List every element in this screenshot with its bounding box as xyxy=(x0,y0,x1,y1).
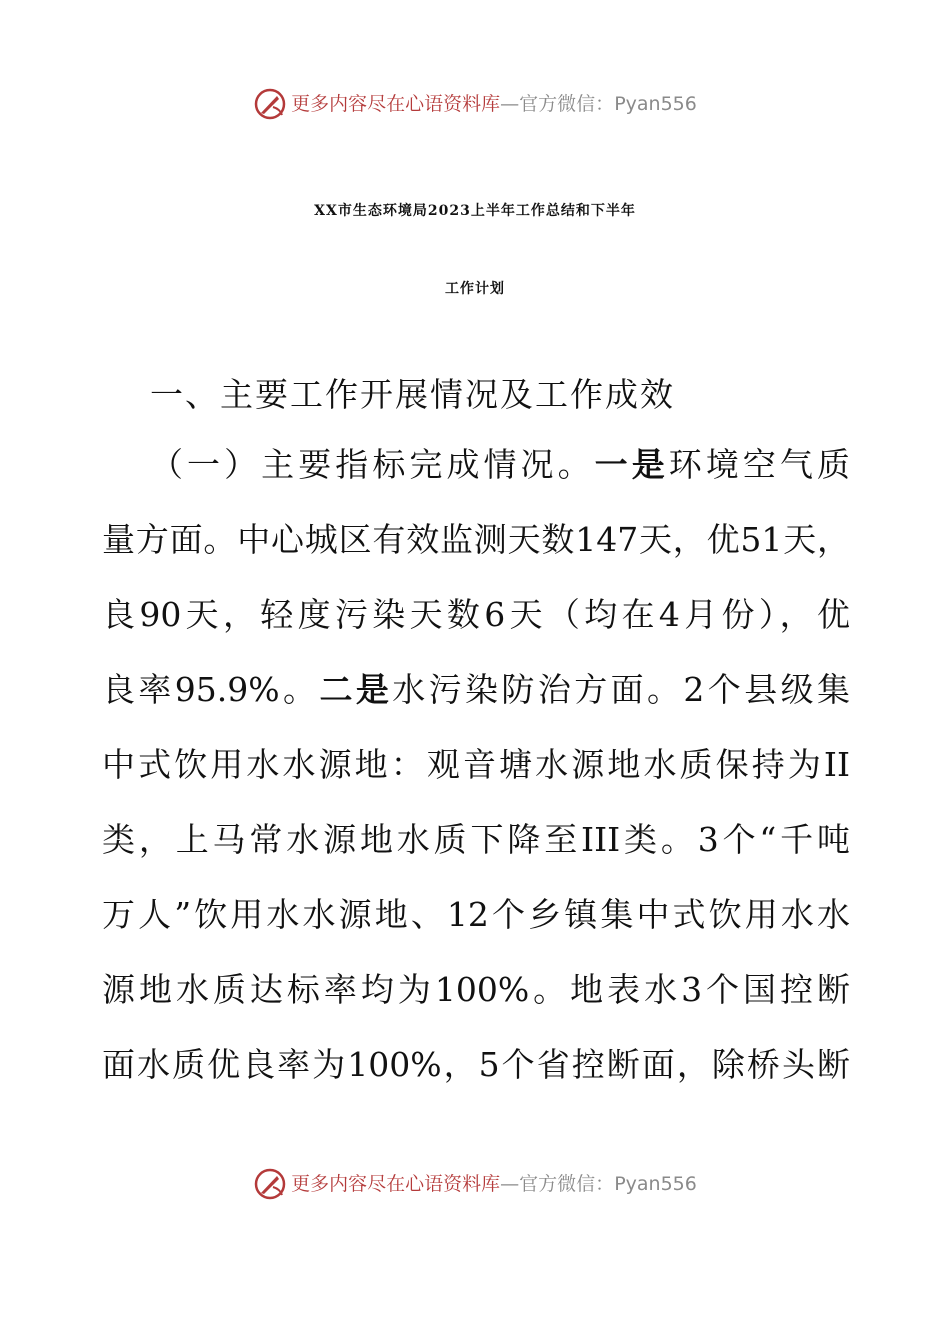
body-line: 面水质优良率为100%，5个省控断面，除桥头断 xyxy=(102,1045,850,1084)
quill-pen-logo-icon xyxy=(253,1167,287,1201)
watermark-banner-top xyxy=(0,84,950,124)
watermark-text: 更多内容尽在心语资料库 xyxy=(291,1173,501,1195)
body-line: 量方面。中心城区有效监测天数147天，优51天， xyxy=(102,520,850,559)
body-line: 类，上马常水源地水质下降至III类。3个“千吨 xyxy=(102,820,850,859)
body-line: 良率95.9%。二是水污染防治方面。2个县级集 xyxy=(102,670,851,709)
body-line: 万人”饮用水水源地、12个乡镇集中式饮用水水 xyxy=(102,895,850,934)
body-line: 中式饮用水水源地：观音塘水源地水质保持为II xyxy=(102,745,850,784)
watermark-dash: —官方微信： xyxy=(500,1173,615,1195)
watermark-dash: —官方微信： xyxy=(500,93,615,115)
body-line: （一）主要指标完成情况。一是环境空气质 xyxy=(150,445,851,484)
document-title-line-1: XX市生态环境局2023上半年工作总结和下半年 xyxy=(314,203,636,219)
watermark-banner-bottom xyxy=(0,1164,950,1204)
body-line: 良90天，轻度污染天数6天（均在4月份），优 xyxy=(102,595,850,634)
quill-pen-logo-icon xyxy=(253,87,287,121)
body-line: 源地水质达标率均为100%。地表水3个国控断 xyxy=(102,970,850,1009)
watermark-text: 更多内容尽在心语资料库 xyxy=(291,93,501,115)
watermark-wechat-id: Pyan556 xyxy=(614,93,697,115)
document-title-line-2: 工作计划 xyxy=(445,281,505,297)
section-heading: 一、主要工作开展情况及工作成效 xyxy=(150,375,675,414)
watermark-wechat-id: Pyan556 xyxy=(614,1173,697,1195)
